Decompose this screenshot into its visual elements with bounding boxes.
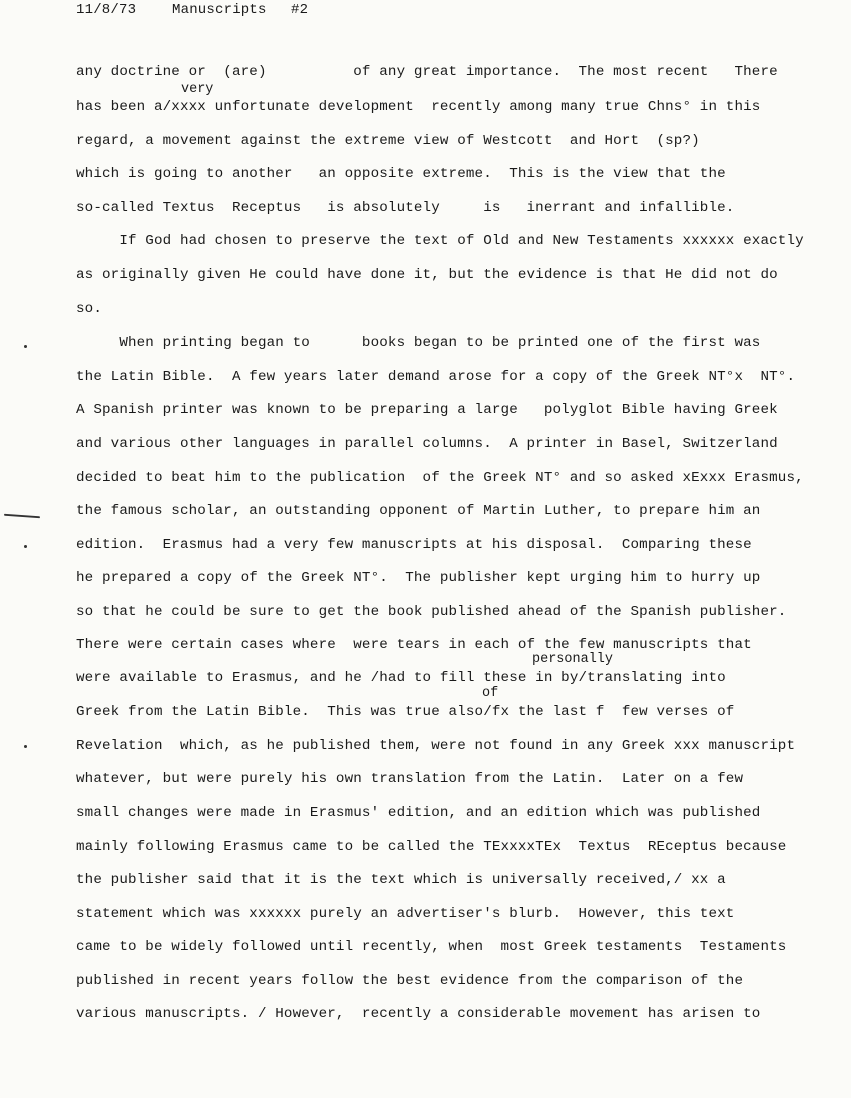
text-line: decided to beat him to the publication of the Greek NT° and so asked xExxx Erasmus,	[76, 470, 804, 486]
text-line: mainly following Erasmus came to be called the TExxxxTEx Textus REceptus because	[76, 839, 787, 855]
header-page-number: #2	[291, 2, 309, 18]
text-line: has been a/xxxx unfortunate development recently among many true Chns° in this	[76, 99, 761, 115]
text-line: Revelation which, as he published them, were not found in any Greek xxx manuscript	[76, 738, 796, 754]
text-line: small changes were made in Erasmus' edition, and an edition which was published	[76, 805, 761, 821]
insertion-personally: personally	[532, 652, 614, 667]
text-line: If God had chosen to preserve the text of Old and New Testaments xxxxxx exactly	[76, 233, 804, 249]
text-line: the famous scholar, an outstanding opponent of Martin Luther, to prepare him an	[76, 503, 761, 519]
text-line: edition. Erasmus had a very few manuscripts at his disposal. Comparing these	[76, 537, 752, 553]
insertion-very: very	[181, 82, 214, 97]
header-title: Manuscripts	[172, 2, 267, 18]
text-line: and various other languages in parallel columns. A printer in Basel, Switzerland	[76, 436, 778, 452]
text-line: came to be widely followed until recently, when most Greek testaments Testaments	[76, 939, 787, 955]
insertion-of: of	[482, 686, 499, 701]
text-line: the publisher said that it is the text which is universally received,/ xx a	[76, 872, 726, 888]
text-line: as originally given He could have done it, but the evidence is that He did not do	[76, 267, 778, 283]
text-line: Greek from the Latin Bible. This was true also/fx the last f few verses of	[76, 704, 735, 720]
text-line: which is going to another an opposite extreme. This is the view that the	[76, 166, 726, 182]
text-line: A Spanish printer was known to be preparing a large polyglot Bible having Greek	[76, 402, 778, 418]
text-line: any doctrine or (are) of any great importance. The most recent There	[76, 64, 778, 80]
header-date: 11/8/73	[76, 2, 137, 18]
text-line: he prepared a copy of the Greek NT°. The publisher kept urging him to hurry up	[76, 570, 761, 586]
text-line: so that he could be sure to get the book published ahead of the Spanish publisher.	[76, 604, 787, 620]
margin-pen-mark	[4, 514, 40, 519]
text-line: the Latin Bible. A few years later demand arose for a copy of the Greek NT°x NT°.	[76, 369, 796, 385]
text-line: published in recent years follow the best evidence from the comparison of the	[76, 973, 744, 989]
text-line: When printing began to books began to be printed one of the first was	[76, 335, 761, 351]
scan-speck	[24, 545, 27, 548]
scan-speck	[24, 745, 27, 748]
text-line: regard, a movement against the extreme view of Westcott and Hort (sp?)	[76, 133, 700, 149]
text-line: statement which was xxxxxx purely an advertiser's blurb. However, this text	[76, 906, 735, 922]
text-line: various manuscripts. / However, recently a considerable movement has arisen to	[76, 1006, 761, 1022]
text-line: so.	[76, 301, 102, 317]
text-line: There were certain cases where were tears in each of the few manuscripts that	[76, 637, 752, 653]
text-line: were available to Erasmus, and he /had to fill these in by/translating into	[76, 670, 726, 686]
text-line: whatever, but were purely his own translation from the Latin. Later on a few	[76, 771, 744, 787]
scan-speck	[24, 345, 27, 348]
text-line: so-called Textus Receptus is absolutely is inerrant and infallible.	[76, 200, 735, 216]
